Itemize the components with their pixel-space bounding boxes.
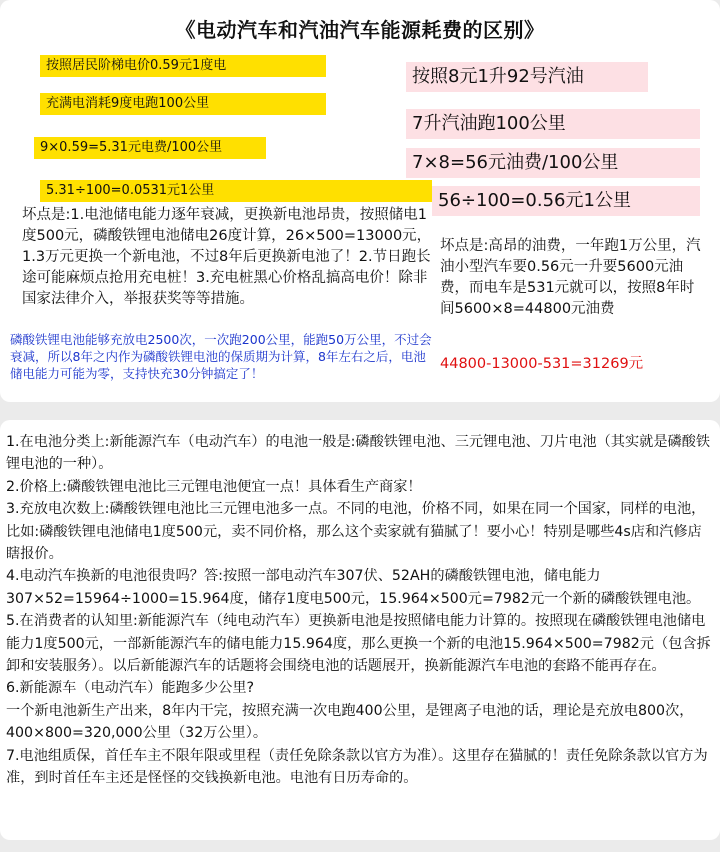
electric-cost-per-100km-box: 9×0.59=5.31元电费/100公里 bbox=[34, 137, 266, 159]
article-paragraph: 2.价格上:磷酸铁锂电池比三元锂电池便宜一点！具体看生产商家！ bbox=[6, 478, 422, 495]
fuel-price-box: 按照8元1升92号汽油 bbox=[406, 62, 648, 92]
fuel-consumption-box: 7升汽油跑100公里 bbox=[406, 109, 700, 139]
article-paragraph: 4.电动汽车换新的电池很贵吗？答:按照一部电动汽车307伏、52AH的磷酸铁锂电池，储电能力307×52=15964÷1000=15.964度，储存1度电500元，15.964×500元=7982元一个新的磷酸铁锂电池。 bbox=[6, 568, 701, 607]
electric-consumption-box: 充满电消耗9度电跑100公里 bbox=[40, 93, 326, 115]
article-paragraph: 3.充放电次数上:磷酸铁锂电池比三元锂电池多一点。不同的电池，价格不同，如果在同一个国家，同样的电池，比如:磷酸铁锂电池储电1度500元，卖不同价格，那么这个卖家就有猫腻了！要小心！特别是哪些4s店和汽修店瞎报价。 bbox=[6, 501, 706, 563]
page-title: 《电动汽车和汽油汽车能源耗费的区别》 bbox=[175, 18, 545, 42]
fuel-cost-per-100km-box: 7×8=56元油费/100公里 bbox=[406, 148, 700, 178]
lfp-battery-note: 磷酸铁锂电池能够充放电2500次，一次跑200公里，能跑50万公里，不过会衰减，所以8年之内作为磷酸铁锂电池的保质期为计算，8年左右之后，电池储电能力可能为零，支持快充30分钟搞定了！ bbox=[10, 332, 432, 381]
comparison-card bbox=[0, 0, 720, 402]
article-paragraph: 7.电池组质保，首任车主不限年限或里程（责任免除条款以官方为准）。这里存在猫腻的！责任免除条款以官方为准，到时首任车主还是怪怪的交钱换新电池。电池有日历寿命的。 bbox=[6, 747, 708, 787]
article-paragraph: 5.在消费者的认知里:新能源汽车（纯电动汽车）更换新电池是按照储电能力计算的。按照现在磷酸铁锂电池储电能力1度500元，一部新能源汽车的储电能力15.964度，那么更换一个新的电池15.964×500=7982元（包含拆卸和安装服务）。以后新能源汽车的话题将会围绕电池的话题展开，换新能源汽车电池的套路不能再存在。 bbox=[6, 613, 711, 675]
electric-disadvantages-text: 坏点是:1.电池储电能力逐年衰减，更换新电池昂贵，按照储电1度500元，磷酸铁锂电池储电26度计算，26×500=13000元，1.3万元更换一个新电池，不过8年后更换新电池了！2.节日跑长途可能麻烦点抢用充电桩！3.充电桩黑心价格乱搞高电价！除非国家法律介入，举报获奖等等措施。 bbox=[22, 207, 432, 307]
fuel-cost-per-km-box: 56÷100=0.56元1公里 bbox=[432, 186, 700, 216]
electric-price-box: 按照居民阶梯电价0.59元1度电 bbox=[40, 55, 326, 77]
savings-calculation: 44800-13000-531=31269元 bbox=[440, 356, 644, 372]
article-paragraph: 一个新电池新生产出来，8年内干完，按照充满一次电跑400公里，是锂离子电池的话，理论是充放电800次，400×800=320,000公里（32万公里）。 bbox=[6, 702, 694, 742]
article-paragraph: 1.在电池分类上:新能源汽车（电动汽车）的电池一般是:磷酸铁锂电池、三元锂电池、刀片电池（其实就是磷酸铁锂电池的一种）。 bbox=[6, 434, 711, 473]
article-paragraph: 6.新能源车（电动汽车）能跑多少公里? bbox=[6, 680, 255, 697]
battery-article bbox=[6, 431, 714, 790]
electric-cost-per-km-box: 5.31÷100=0.0531元1公里 bbox=[40, 180, 432, 202]
fuel-disadvantages-text: 坏点是:高昂的油费，一年跑1万公里，汽油小型汽车要0.56元一升要5600元油费，而电车是531元就可以，按照8年时间5600×8=44800元油费 bbox=[440, 238, 701, 317]
